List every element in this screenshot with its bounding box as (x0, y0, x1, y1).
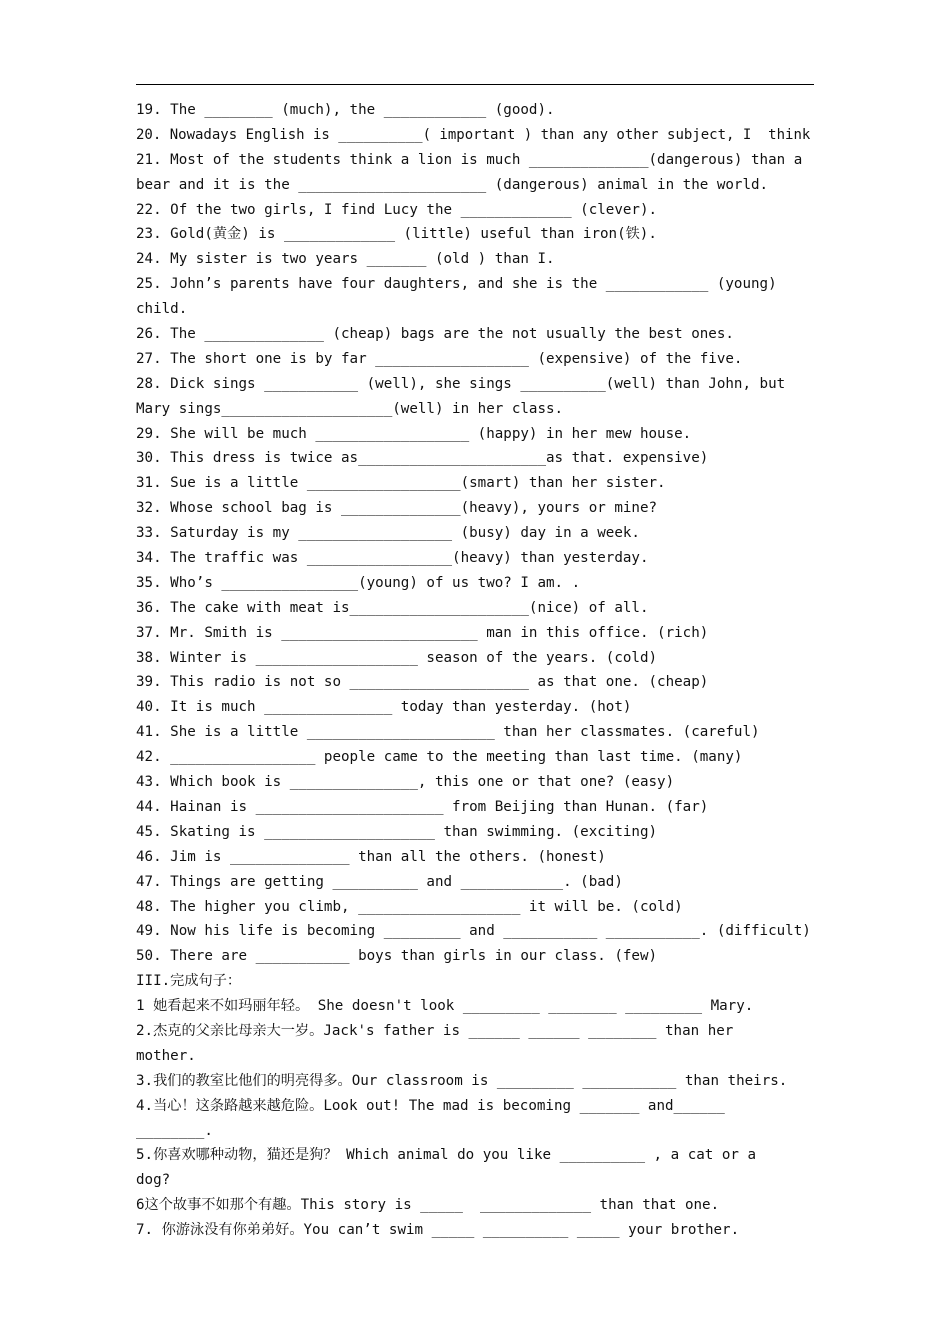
text-line: 46. Jim is ______________ than all the others. (honest) (136, 848, 606, 865)
text-line: 38. Winter is ___________________ season of the years. (cold) (136, 649, 658, 666)
text-line: 31. Sue is a little __________________(smart) than her sister. (136, 475, 666, 492)
text-line: 34. The traffic was _________________(heavy) than yesterday. (136, 550, 649, 567)
exercise-text (136, 98, 814, 1243)
text-line: 7. 你游泳没有你弟弟好。You can’t swim _____ __________ _____ your brother. (136, 1222, 740, 1239)
text-line: 20. Nowadays English is __________( important ) than any other subject, I think (136, 126, 811, 143)
text-line: 40. It is much _______________ today than yesterday. (hot) (136, 699, 632, 716)
text-line: 4.当心！这条路越来越危险。Look out! The mad is becoming _______ and______ (136, 1097, 725, 1114)
text-line: 39. This radio is not so _____________________ as that one. (cheap) (136, 674, 709, 691)
text-line: 42. _________________ people came to the meeting than last time. (many) (136, 749, 743, 766)
header-rule (136, 84, 814, 85)
text-line: dog? (136, 1172, 171, 1189)
text-line: 3.我们的教室比他们的明亮得多。Our classroom is _________ ___________ than theirs. (136, 1072, 788, 1089)
text-line: 32. Whose school bag is ______________(heavy), yours or mine? (136, 500, 658, 517)
text-line: ________. (136, 1122, 213, 1139)
text-line: 23. Gold(黄金) is _____________ (little) useful than iron(铁). (136, 226, 657, 243)
text-line: 5.你喜欢哪种动物，猫还是狗？ Which animal do you like __________ , a cat or a (136, 1147, 757, 1164)
text-line: 27. The short one is by far __________________ (expensive) of the five. (136, 350, 743, 367)
text-line: 41. She is a little ______________________ than her classmates. (careful) (136, 724, 760, 741)
text-line: 48. The higher you climb, ___________________ it will be. (cold) (136, 898, 683, 915)
text-line: 30. This dress is twice as______________________as that. expensive) (136, 450, 709, 467)
text-line: 21. Most of the students think a lion is much ______________(dangerous) than a (136, 151, 803, 168)
text-line: 44. Hainan is ______________________ from Beijing than Hunan. (far) (136, 798, 709, 815)
text-line: 6这个故事不如那个有趣。This story is _____ _____________ than that one. (136, 1197, 720, 1214)
text-line: 28. Dick sings ___________ (well), she sings __________(well) than John, but (136, 375, 786, 392)
text-line: 35. Who’s ________________(young) of us two? I am. . (136, 574, 581, 591)
text-line: 45. Skating is ____________________ than swimming. (exciting) (136, 823, 658, 840)
text-line: 22. Of the two girls, I find Lucy the _____________ (clever). (136, 201, 658, 218)
text-line: bear and it is the ______________________ (dangerous) animal in the world. (136, 176, 769, 193)
text-line: mother. (136, 1047, 196, 1064)
text-line: Mary sings____________________(well) in her class. (136, 400, 564, 417)
text-line: 37. Mr. Smith is _______________________ man in this office. (rich) (136, 624, 709, 641)
text-line: 25. John’s parents have four daughters, and she is the ____________ (young) (136, 276, 777, 293)
text-line: 2.杰克的父亲比母亲大一岁。Jack's father is ______ ______ ________ than her (136, 1022, 734, 1039)
text-line: 24. My sister is two years _______ (old ) than I. (136, 251, 555, 268)
text-line: 47. Things are getting __________ and ____________. (bad) (136, 873, 623, 890)
text-line: 26. The ______________ (cheap) bags are the not usually the best ones. (136, 326, 734, 343)
text-line: 49. Now his life is becoming _________ and ___________ ___________. (difficult) (136, 923, 811, 940)
text-line: 33. Saturday is my __________________ (busy) day in a week. (136, 525, 640, 542)
text-line: child. (136, 301, 188, 318)
section-heading: III.完成句子： (136, 973, 242, 990)
text-line: 50. There are ___________ boys than girls in our class. (few) (136, 948, 658, 965)
text-line: 36. The cake with meat is_____________________(nice) of all. (136, 599, 649, 616)
text-line: 29. She will be much __________________ (happy) in her mew house. (136, 425, 692, 442)
text-line: 43. Which book is _______________, this one or that one? (easy) (136, 774, 675, 791)
text-line: 1 她看起来不如玛丽年轻。 She doesn't look _________ ________ _________ Mary. (136, 998, 754, 1015)
text-line: 19. The ________ (much), the ____________ (good). (136, 102, 555, 118)
